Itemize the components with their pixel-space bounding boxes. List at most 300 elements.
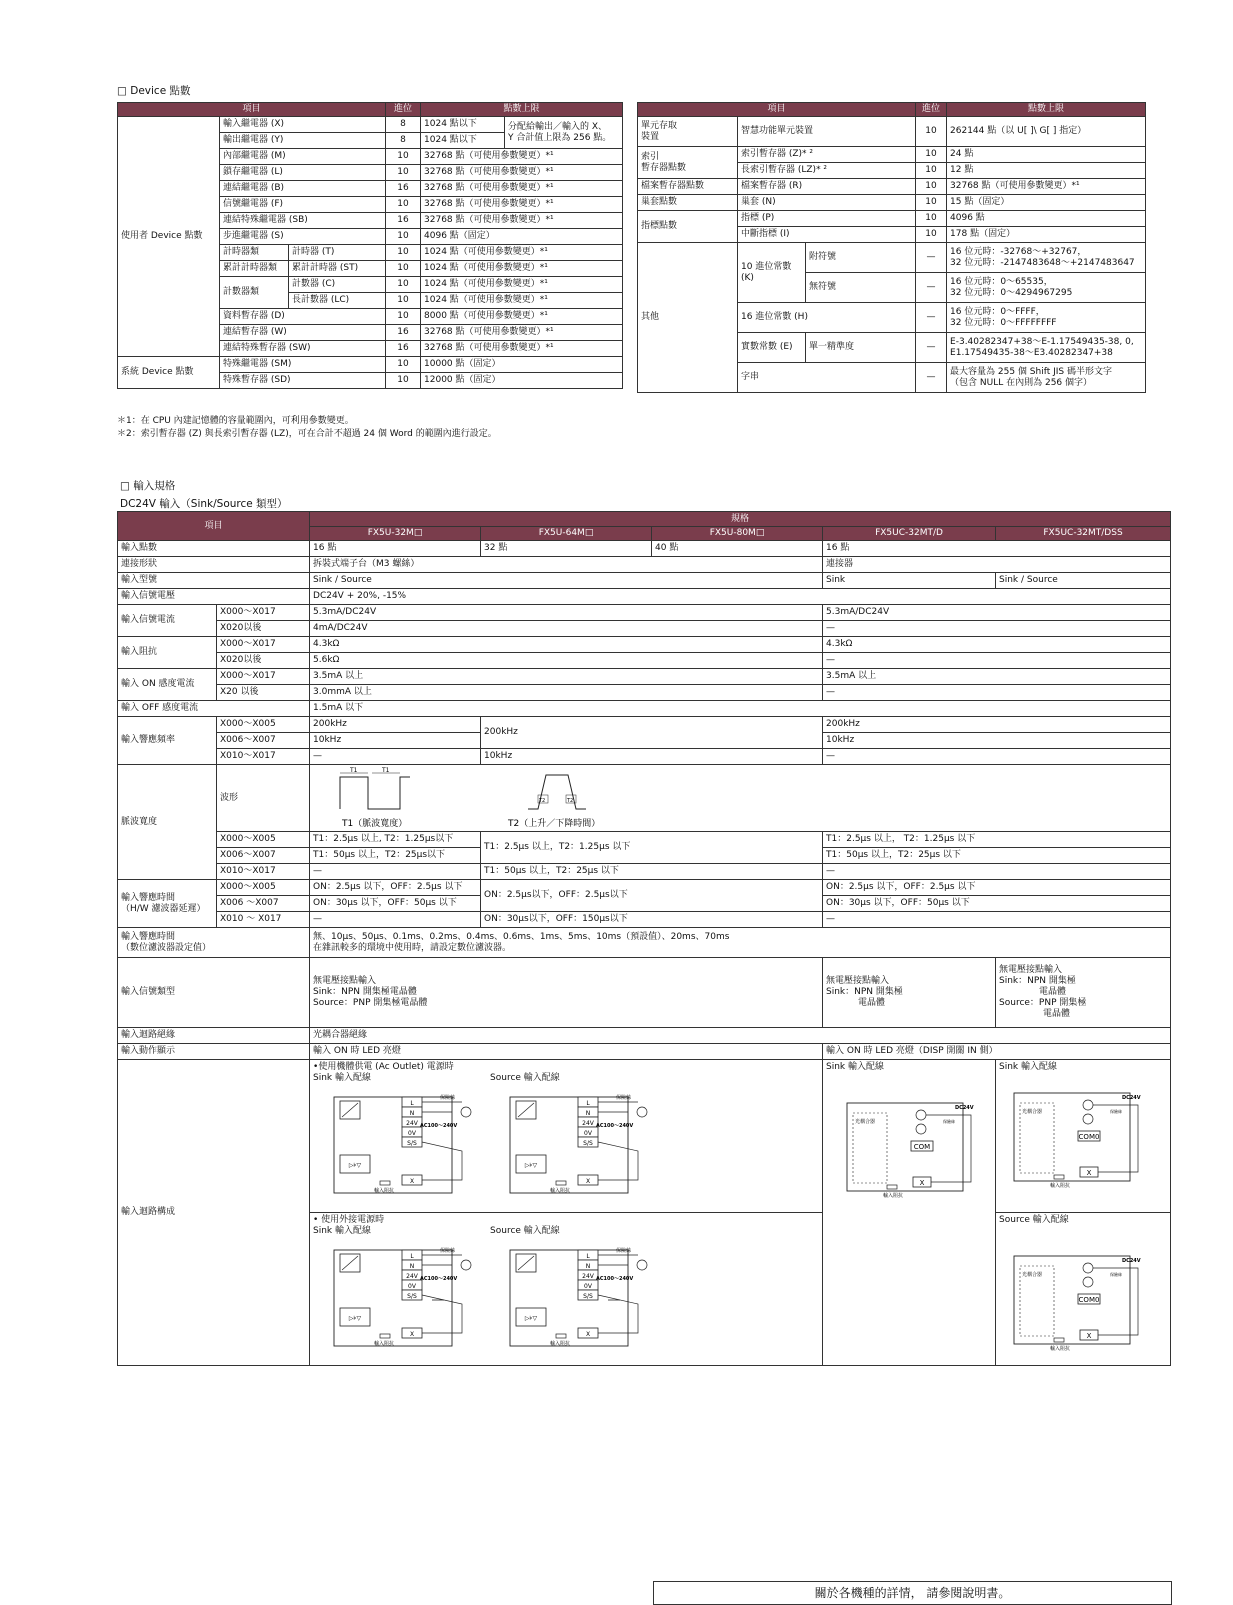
table-cell: 輸入響應時間 （數位濾波器設定值） — [118, 928, 310, 958]
input-resistor-label: 輸入阻抗 — [1050, 1346, 1071, 1352]
table-cell: — — [310, 912, 481, 928]
table-row — [118, 557, 1171, 573]
x-label: X — [1086, 1332, 1092, 1340]
table-cell: T1：50μs 以上，T2：25μs 以下 — [481, 864, 823, 880]
table-cell: 項目 — [638, 103, 916, 117]
table-cell: 10 — [386, 373, 421, 389]
table-cell: 32768 點（可使用參數變更）*¹ — [421, 341, 623, 357]
table-cell: — — [823, 749, 1171, 765]
ac-source-wiring-diagram — [508, 1091, 658, 1199]
table-row — [118, 357, 623, 373]
table-cell: 16 — [386, 341, 421, 357]
terminal-0-label: L — [586, 1253, 590, 1260]
table-cell: T1：2.5μs 以上， T2：1.25μs 以下 — [823, 832, 1171, 848]
fuse-label: 保險絲 — [440, 1095, 456, 1101]
table-cell: 輸入響應時間 （H/W 濾波器延遲） — [118, 880, 217, 928]
table-cell: ON：30μs以下，OFF：150μs以下 — [481, 912, 823, 928]
table-row — [118, 832, 1171, 848]
table-cell: — — [310, 749, 481, 765]
table-cell: 8 — [386, 133, 421, 149]
table-cell: FX5U-80M□ — [652, 527, 823, 541]
ext-sink-wiring-diagram — [332, 1244, 482, 1352]
opto-mark: ▷⊧▽ — [524, 1162, 538, 1169]
table-cell: 4096 點 — [947, 211, 1146, 227]
table-cell: 10 — [916, 227, 947, 243]
table-cell: 10 — [916, 211, 947, 227]
table-row — [638, 147, 1146, 163]
table-cell: ON：2.5μs 以下，OFF：2.5μs 以下 — [310, 880, 481, 896]
table-row — [118, 912, 1171, 928]
ac-source-symbol — [637, 1107, 647, 1117]
table-cell: 波形 — [217, 765, 310, 832]
table-cell: 輸入 ON 感度電流 — [118, 669, 217, 701]
device-section-title: □ Device 點數 — [117, 85, 191, 97]
t2-mark-label-2: T2 — [567, 798, 574, 804]
pulse-waveform-cell — [310, 765, 1171, 832]
table-cell: — — [916, 243, 947, 273]
row-name: 步進繼電器 (S) — [220, 229, 386, 245]
ac-voltage-label: AC100～240V — [596, 1123, 634, 1129]
table-cell: 特殊繼電器 (SM) — [220, 357, 386, 373]
table-cell: 32768 點（可使用參數變更）*¹ — [421, 181, 623, 197]
table-cell: 10 — [386, 165, 421, 181]
table-cell: 輸入型號 — [118, 573, 310, 589]
table-cell: ON：30μs 以下，OFF：50μs 以下 — [823, 896, 1171, 912]
table-cell: 8000 點（可使用參數變更）*¹ — [421, 309, 623, 325]
terminal-2-label: 24V — [582, 1273, 594, 1280]
terminal-3-label: 0V — [408, 1130, 416, 1137]
com-label: COM — [913, 1143, 931, 1151]
table-row — [118, 653, 1171, 669]
line-x — [598, 1295, 638, 1333]
table-cell: 15 點（固定） — [947, 195, 1146, 211]
terminal-3-label: 0V — [584, 1130, 592, 1137]
table-cell: — — [916, 273, 947, 303]
table-cell: X000～X005 — [217, 717, 310, 733]
table-cell: X20 以後 — [217, 685, 310, 701]
table-cell: 索引 暫存器點數 — [638, 147, 738, 179]
table-cell: — — [823, 864, 1171, 880]
ext-circuit-cell: • 使用外接電源時 Sink 輸入配線 Source 輸入配線 L N 24V 0V S/S X ▷⊧▽ 輸入阻抗 保險絲 AC100～240V L N 24V 0V S/S X ▷⊧▽ 輸入阻抗 保險絲 AC100～240V — [310, 1213, 823, 1366]
header-item: 項目 — [118, 103, 386, 117]
input-resistor-label: 輸入阻抗 — [374, 1188, 395, 1194]
table-row — [118, 1060, 1171, 1213]
header-base: 進位 — [386, 103, 421, 117]
terminal-3-label: 0V — [408, 1283, 416, 1290]
table-cell: 規格 — [310, 512, 1171, 527]
table-row — [638, 179, 1146, 195]
table-row — [118, 765, 1171, 832]
table-cell: 4.3kΩ — [310, 637, 823, 653]
table-cell: 178 點（固定） — [947, 227, 1146, 243]
ext-source-wiring-diagram — [508, 1244, 658, 1352]
table-cell: — — [823, 912, 1171, 928]
table-cell: X010～X017 — [217, 864, 310, 880]
table-cell: FX5UC-32MT/DSS — [996, 527, 1171, 541]
uc-d-circuit-cell: Sink 輸入配線 光耦合器 輸入阻抗 COM X DC24V 保險絲 — [823, 1060, 996, 1366]
table-cell: 10 — [386, 149, 421, 165]
power-supply-slash — [518, 1103, 534, 1117]
table-cell: X006～X007 — [217, 733, 310, 749]
table-cell: 項目 — [118, 512, 310, 541]
ac-voltage-label: AC100～240V — [420, 1276, 458, 1282]
table-cell: 無電壓接點輸入 Sink：NPN 開集極電晶體 Source：PNP 開集極電晶體 — [310, 958, 823, 1028]
table-cell: 輸入迴路構成 — [118, 1060, 310, 1366]
table-cell: 4mA/DC24V — [310, 621, 823, 637]
table-cell: 1024 點（可使用參數變更）*¹ — [421, 261, 623, 277]
input-resistor-label: 輸入阻抗 — [1050, 1183, 1071, 1189]
table-cell: 輸入信號類型 — [118, 958, 310, 1028]
terminal-2-label: 24V — [406, 1273, 418, 1280]
table-cell: 單元存取 裝置 — [638, 117, 738, 147]
power-supply-slash — [342, 1256, 358, 1270]
table-row — [638, 117, 1146, 147]
table-cell: 10 — [916, 147, 947, 163]
terminal-2-label: 24V — [582, 1120, 594, 1127]
fuse-label: 保險絲 — [616, 1248, 632, 1254]
table-cell: 10000 點（固定） — [421, 357, 623, 373]
table-cell: 5.3mA/DC24V — [310, 605, 823, 621]
input-resistor — [556, 1334, 566, 1338]
terminal-minus — [1083, 1277, 1093, 1287]
table-cell: 中斷指標 (I) — [738, 227, 916, 243]
header-limit: 點數上限 — [421, 103, 623, 117]
footer-note: 關於各機種的詳情， 請參閱說明書。 — [653, 1581, 1172, 1605]
pulse-waveform-diagram — [310, 765, 1130, 831]
unit-outline — [847, 1103, 963, 1191]
table-cell: 長索引暫存器 (LZ)* ² — [738, 163, 916, 179]
terminal-x-label: X — [409, 1178, 415, 1185]
table-cell: 字串 — [738, 363, 916, 393]
table-cell: 3.0mmA 以上 — [310, 685, 823, 701]
table-row — [638, 243, 1146, 273]
t1-mark-label: T1 — [350, 767, 358, 774]
table-cell: X000～X017 — [217, 605, 310, 621]
terminal-0-label: L — [410, 1253, 414, 1260]
table-row — [118, 685, 1171, 701]
terminal-plus — [916, 1110, 926, 1120]
table-row — [118, 103, 623, 117]
table-cell: 4096 點（固定） — [421, 229, 623, 245]
table-cell: 輸入信號電流 — [118, 605, 217, 637]
table-cell: Sink / Source — [996, 573, 1171, 589]
terminal-minus — [1083, 1114, 1093, 1124]
table-cell: Sink — [823, 573, 996, 589]
table-cell: 12000 點（固定） — [421, 373, 623, 389]
input-spec-table — [117, 511, 1171, 1366]
table-cell: Sink / Source — [310, 573, 823, 589]
table-row — [638, 195, 1146, 211]
table-cell: FX5U-64M□ — [481, 527, 652, 541]
table-cell: FX5U-32M□ — [310, 527, 481, 541]
table-row — [118, 573, 1171, 589]
table-cell: X000～X005 — [217, 880, 310, 896]
table-cell: 200kHz — [823, 717, 1171, 733]
terminal-plus — [1083, 1263, 1093, 1273]
terminal-3-label: 0V — [584, 1283, 592, 1290]
table-cell: 計時器類 — [220, 245, 289, 261]
table-row — [118, 701, 1171, 717]
com-label: COM0 — [1078, 1133, 1100, 1141]
table-cell: 輸入 ON 時 LED 亮燈 — [310, 1044, 823, 1060]
table-row — [118, 880, 1171, 896]
uc-dss-sink-wiring-diagram — [1010, 1083, 1160, 1193]
table-cell: 長計數器 (LC) — [289, 293, 386, 309]
table-cell: 32 點 — [481, 541, 652, 557]
footnote-2: ＊2：索引暫存器 (Z) 與長索引暫存器 (LZ)，可在合計不超過 24 個 Word 的範圍內進行設定。 — [117, 429, 497, 439]
table-cell: 16 位元時：0～FFFF， 32 位元時：0～FFFFFFFF — [947, 303, 1146, 333]
xy-note: 分配給輸出／輸入的 X、 Y 合計值上限為 256 點。 — [505, 117, 623, 149]
table-cell: 1024 點（可使用參數變更）*¹ — [421, 293, 623, 309]
table-cell: 16 — [386, 213, 421, 229]
terminal-4-label: S/S — [407, 1293, 417, 1300]
table-cell: 4.3kΩ — [823, 637, 1171, 653]
table-cell: 輸入點數 — [118, 541, 310, 557]
row-name: 信號繼電器 (F) — [220, 197, 386, 213]
table-row — [118, 749, 1171, 765]
terminal-4-label: S/S — [407, 1140, 417, 1147]
table-cell: 無符號 — [806, 273, 916, 303]
table-cell: X000～X005 — [217, 832, 310, 848]
opto-mark: ▷⊧▽ — [348, 1315, 362, 1322]
table-cell: — — [823, 685, 1171, 701]
table-cell: 點數上限 — [947, 103, 1146, 117]
table-cell: 輸入 OFF 感度電流 — [118, 701, 310, 717]
table-cell: 10 — [386, 277, 421, 293]
table-cell: 索引暫存器 (Z)* ² — [738, 147, 916, 163]
table-cell: 累計計時器 (ST) — [289, 261, 386, 277]
table-cell: 輸入阻抗 — [118, 637, 217, 669]
input-section-title: □ 輸入規格 — [120, 480, 176, 492]
table-cell: 10 — [916, 195, 947, 211]
fuse-label: 保險絲 — [440, 1248, 456, 1254]
table-row — [118, 717, 1171, 733]
table-cell: 5.3mA/DC24V — [823, 605, 1171, 621]
table-cell: 10 進位常數 (K) — [738, 243, 806, 303]
table-cell: 32768 點（可使用參數變更）*¹ — [421, 165, 623, 181]
table-cell: 16 位元時：-32768～+32767， 32 位元時：-2147483648～+2147483647 — [947, 243, 1146, 273]
table-cell: 1.5mA 以下 — [310, 701, 1171, 717]
fuse-label: 保險絲 — [616, 1095, 632, 1101]
table-cell: 16 點 — [310, 541, 481, 557]
table-cell: X006 ～X007 — [217, 896, 310, 912]
table-cell: 指標點數 — [638, 211, 738, 243]
opto-label: 光耦合器 — [1022, 1272, 1043, 1278]
uc-sink-wiring-diagram — [843, 1093, 993, 1203]
table-cell: 16 點 — [823, 541, 1171, 557]
table-cell: E-3.40282347+38～E-1.17549435-38, 0, E1.17549435-38～E3.40282347+38 — [947, 333, 1146, 363]
terminal-x-label: X — [409, 1331, 415, 1338]
line-x — [422, 1142, 462, 1180]
unit-outline — [1014, 1093, 1130, 1181]
table-cell: 16 位元時：0～65535， 32 位元時：0～4294967295 — [947, 273, 1146, 303]
table-cell: X020以後 — [217, 653, 310, 669]
device-table-left — [117, 102, 623, 389]
table-cell: 其他 — [638, 243, 738, 393]
table-cell: 輸入迴路絕緣 — [118, 1028, 310, 1044]
table-cell: 無電壓接點輸入 Sink：NPN 開集極 電晶體 — [823, 958, 996, 1028]
table-cell: 輸入動作顯示 — [118, 1044, 310, 1060]
opto-label: 光耦合器 — [855, 1119, 876, 1125]
terminal-x-label: X — [585, 1331, 591, 1338]
opto-mark: ▷⊧▽ — [348, 1162, 362, 1169]
table-cell: 無電壓接點輸入 Sink：NPN 開集極 電晶體 Source：PNP 開集極 電晶體 — [996, 958, 1171, 1028]
table-cell: 輸入 ON 時 LED 亮燈（DISP 開關 IN 側） — [823, 1044, 1171, 1060]
table-cell: 10kHz — [310, 733, 481, 749]
table-cell: X000～X017 — [217, 637, 310, 653]
ac-source-symbol — [461, 1107, 471, 1117]
table-row — [118, 928, 1171, 958]
table-cell: 3.5mA 以上 — [310, 669, 823, 685]
table-cell: 連結暫存器 (W) — [220, 325, 386, 341]
terminal-0-label: L — [410, 1100, 414, 1107]
table-cell: 實數常數 (E) — [738, 333, 806, 363]
table-cell: 200kHz — [481, 717, 823, 749]
table-cell: 32768 點（可使用參數變更）*¹ — [421, 213, 623, 229]
table-row — [118, 637, 1171, 653]
table-cell: 1024 點（可使用參數變更）*¹ — [421, 277, 623, 293]
terminal-plus — [1083, 1100, 1093, 1110]
ac-source-symbol — [637, 1260, 647, 1270]
input-resistor-label: 輸入阻抗 — [550, 1341, 571, 1347]
terminal-minus — [916, 1124, 926, 1134]
table-cell: 16 進位常數 (H) — [738, 303, 916, 333]
table-cell: 智慧功能單元裝置 — [738, 117, 916, 147]
table-cell: DC24V + 20%, -15% — [310, 589, 1171, 605]
table-cell: 巢套點數 — [638, 195, 738, 211]
table-row — [118, 958, 1171, 1028]
table-cell: T1：50μs 以上，T2：25μs 以下 — [823, 848, 1171, 864]
line-x — [598, 1142, 638, 1180]
table-cell: 巢套 (N) — [738, 195, 916, 211]
table-cell: X006～X007 — [217, 848, 310, 864]
group-user: 使用者 Device 點數 — [118, 117, 220, 357]
power-supply-slash — [342, 1103, 358, 1117]
input-resistor-label: 輸入阻抗 — [883, 1193, 904, 1199]
table-cell: FX5UC-32MT/D — [823, 527, 996, 541]
table-cell: 資料暫存器 (D) — [220, 309, 386, 325]
table-row — [118, 1044, 1171, 1060]
group-system: 系統 Device 點數 — [118, 357, 220, 389]
table-cell: 計時器 (T) — [289, 245, 386, 261]
input-resistor-label: 輸入阻抗 — [374, 1341, 395, 1347]
input-resistor — [380, 1181, 390, 1185]
table-cell: T1：2.5μs 以上，T2：1.25μs 以下 — [481, 832, 823, 864]
table-cell: T1：50μs 以上，T2：25μs以下 — [310, 848, 481, 864]
table-cell: ON：2.5μs 以下，OFF：2.5μs 以下 — [823, 880, 1171, 896]
table-cell: 32768 點（可使用參數變更）*¹ — [421, 197, 623, 213]
table-cell: 指標 (P) — [738, 211, 916, 227]
table-cell: 進位 — [916, 103, 947, 117]
terminal-4-label: S/S — [583, 1293, 593, 1300]
t1-mark-label-2: T1 — [382, 767, 390, 774]
table-cell: 10kHz — [823, 733, 1171, 749]
opto-mark: ▷⊧▽ — [524, 1315, 538, 1322]
row-name: 連結繼電器 (B) — [220, 181, 386, 197]
t2-mark-label: T2 — [539, 798, 546, 804]
fuse-label: 保險絲 — [1110, 1109, 1123, 1114]
table-cell: 10 — [386, 357, 421, 373]
table-cell: X000～X017 — [217, 669, 310, 685]
uc-dss-source-cell: Source 輸入配線 光耦合器 輸入阻抗 COM0 X DC24V 保險絲 — [996, 1213, 1171, 1366]
table-cell: 32768 點（可使用參數變更）*¹ — [947, 179, 1146, 195]
table-cell: 連接形狀 — [118, 557, 310, 573]
table-cell: 特殊暫存器 (SD) — [220, 373, 386, 389]
com-label: COM0 — [1078, 1296, 1100, 1304]
input-resistor — [380, 1334, 390, 1338]
table-cell: 輸入信號電壓 — [118, 589, 310, 605]
table-cell: 8 — [386, 117, 421, 133]
table-cell: 計數器類 — [220, 277, 289, 309]
row-name: 鎖存繼電器 (L) — [220, 165, 386, 181]
table-cell: 10 — [386, 245, 421, 261]
table-row — [118, 864, 1171, 880]
table-row — [118, 541, 1171, 557]
table-cell: 1024 點（可使用參數變更）*¹ — [421, 245, 623, 261]
input-resistor-label: 輸入阻抗 — [550, 1188, 571, 1194]
table-cell: 單一精準度 — [806, 333, 916, 363]
table-cell: 脈波寬度 — [118, 765, 217, 880]
table-cell: — — [823, 653, 1171, 669]
table-cell: 檔案暫存器點數 — [638, 179, 738, 195]
table-row — [118, 669, 1171, 685]
table-cell: 16 — [386, 325, 421, 341]
table-cell: — — [310, 864, 481, 880]
table-cell: 10 — [386, 293, 421, 309]
input-resistor — [887, 1185, 897, 1189]
table-cell: 檔案暫存器 (R) — [738, 179, 916, 195]
table-cell: — — [823, 621, 1171, 637]
dc-label: DC24V — [1122, 1258, 1141, 1264]
terminal-1-label: N — [409, 1110, 415, 1117]
terminal-1-label: N — [585, 1110, 591, 1117]
dc-label: DC24V — [955, 1105, 974, 1111]
terminal-2-label: 24V — [406, 1120, 418, 1127]
ac-voltage-label: AC100～240V — [596, 1276, 634, 1282]
table-cell: 32768 點（可使用參數變更）*¹ — [421, 325, 623, 341]
input-subtitle: DC24V 輸入（Sink/Source 類型） — [120, 498, 288, 510]
ac-voltage-label: AC100～240V — [420, 1123, 458, 1129]
table-cell: 12 點 — [947, 163, 1146, 179]
table-cell: 24 點 — [947, 147, 1146, 163]
table-cell: — — [916, 333, 947, 363]
table-cell: 10kHz — [481, 749, 823, 765]
table-cell: 40 點 — [652, 541, 823, 557]
table-cell: 輸入響應頻率 — [118, 717, 217, 765]
table-cell: X010～X017 — [217, 749, 310, 765]
t2-caption: T2（上升／下降時間） — [508, 819, 601, 829]
table-cell: 連結特殊暫存器 (SW) — [220, 341, 386, 357]
unit-outline — [1014, 1256, 1130, 1344]
table-cell: 累計計時器類 — [220, 261, 289, 277]
table-cell: 1024 點以下 — [421, 133, 505, 149]
table-cell: 16 — [386, 181, 421, 197]
table-cell: 5.6kΩ — [310, 653, 823, 669]
table-cell: 最大容量為 255 個 Shift JIS 碼半形文字 （包含 NULL 在內則為 256 個字） — [947, 363, 1146, 393]
table-cell: X010 ～ X017 — [217, 912, 310, 928]
input-resistor — [1054, 1338, 1064, 1342]
table-row — [118, 605, 1171, 621]
table-cell: 10 — [386, 261, 421, 277]
uc-dss-source-wiring-diagram — [1010, 1246, 1160, 1356]
table-cell: X020以後 — [217, 621, 310, 637]
ac-source-symbol — [461, 1260, 471, 1270]
table-cell: 10 — [386, 309, 421, 325]
table-cell: 連接器 — [823, 557, 1171, 573]
footnote-1: ＊1：在 CPU 內建記憶體的容量範圍內，可利用參數變更。 — [117, 416, 354, 426]
input-resistor — [1054, 1175, 1064, 1179]
x-label: X — [1086, 1169, 1092, 1177]
